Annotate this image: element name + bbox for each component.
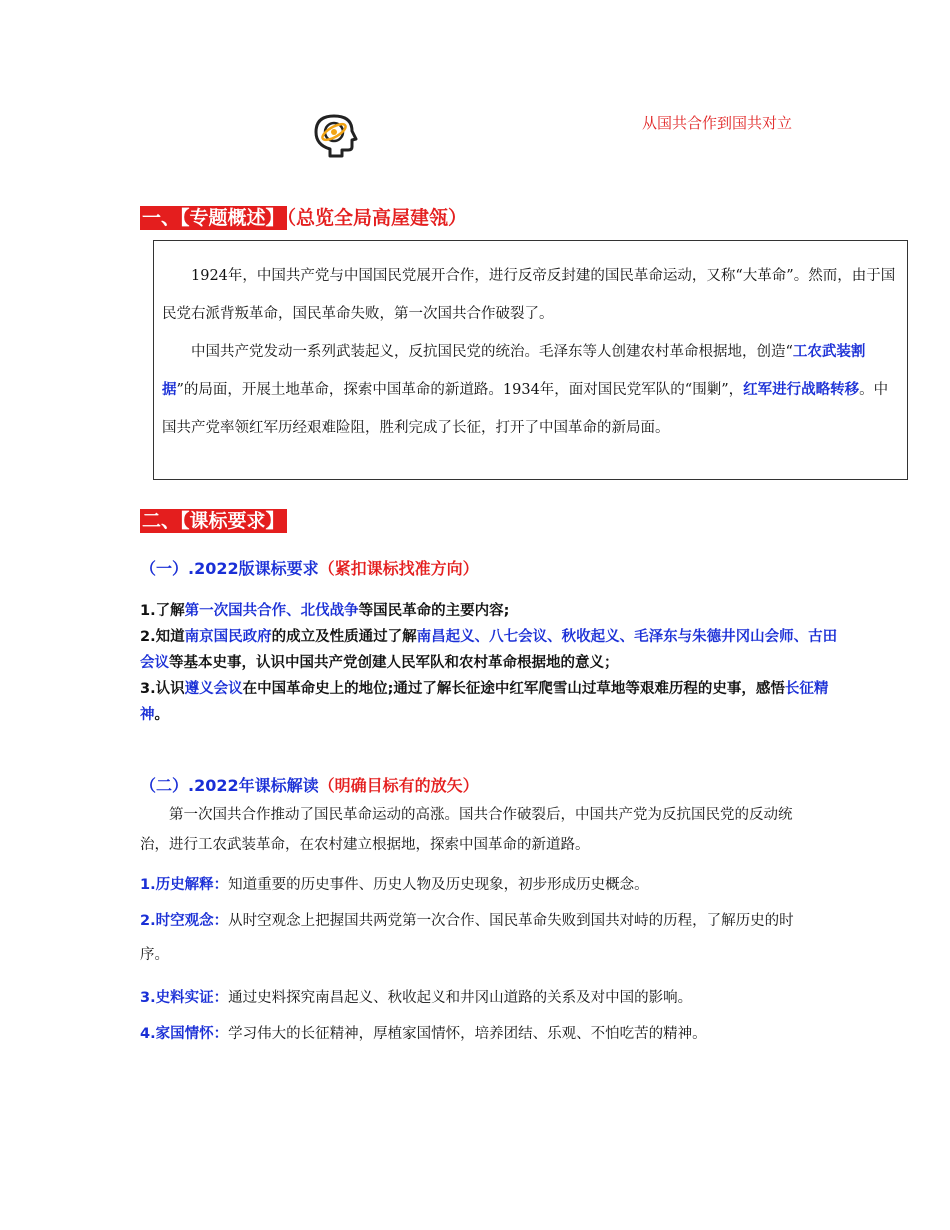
requirement-2: [140, 624, 840, 676]
req-keyword: 第一次国共合作、北伐战争: [184, 603, 359, 619]
req-text: 2.知道: [140, 629, 185, 645]
requirement-1: [140, 598, 840, 624]
keyword-workers-peasants-armed: 工农武装割据: [162, 343, 866, 398]
req-keyword: 遵义会议: [184, 681, 243, 697]
literacy-text: 通过史料探究南昌起义、秋收起义和井冈山道路的关系及对中国的影响。: [228, 990, 693, 1006]
literacy-term: 2.时空观念：: [140, 913, 229, 929]
req-keyword: 长征精神: [140, 681, 829, 723]
head-gear-icon: [308, 110, 362, 164]
requirement-3: [140, 676, 840, 728]
overview-text: 。中国共产党率领红军历经艰难险阻，胜利完成了长征，打开了中国革命的新局面。: [162, 382, 889, 436]
subheading-curriculum-interpretation: [140, 773, 479, 796]
page-header-title: 从国共合作到国共对立: [642, 114, 793, 132]
req-text: 等国民革命的主要内容;: [358, 603, 510, 619]
section1-heading-highlight: 一、【专题概述】: [142, 207, 285, 229]
overview-paragraph-2: [162, 333, 897, 447]
section1-heading-tail: （总览全局高屋建瓴）: [286, 207, 468, 229]
req-keyword: 南京国民政府: [184, 629, 272, 645]
requirements-list: [140, 598, 840, 728]
overview-paragraph-1: 1924年，中国共产党与中国国民党展开合作，进行反帝反封建的国民革命运动，又称“大革命”。然而，由于国民党右派背叛革命，国民革命失败，第一次国共合作破裂了。: [162, 268, 896, 322]
section1-heading: [140, 205, 467, 231]
literacy-term: 1.历史解释：: [140, 877, 229, 893]
overview-text: ”的局面，开展土地革命，探索中国革命的新道路。1934年，面对国民党军队的“围剿”，: [176, 382, 744, 398]
literacy-term: 3.史料实证：: [140, 990, 229, 1006]
subheading-curriculum-requirements: [140, 556, 479, 579]
req-keyword: 南昌起义、八七会议、秋收起义、毛泽东与朱德井冈山会师、古田会议: [140, 629, 838, 671]
literacy-text: 从时空观念上把握国共两党第一次合作、国民革命失败到国共对峙的历程，了解历史的时序。: [140, 913, 794, 963]
keyword-strategic-transfer: 红军进行战略转移: [743, 381, 860, 398]
req-text: 的成立及性质通过了解: [271, 629, 417, 645]
req-text: 1.了解: [140, 603, 185, 619]
interpretation-paragraph: 第一次国共合作推动了国民革命运动的高涨。国共合作破裂后，中国共产党为反抗国民党的反动统治，进行工农武装革命，在农村建立根据地，探索中国革命的新道路。: [140, 807, 793, 853]
literacy-text: 学习伟大的长征精神，厚植家国情怀，培养团结、乐观、不怕吃苦的精神。: [228, 1026, 707, 1042]
literacy-item: [140, 868, 840, 902]
section2-heading-highlight: 二、【课标要求】: [142, 510, 285, 532]
literacy-text: 知道重要的历史事件、历史人物及历史现象，初步形成历史概念。: [228, 877, 649, 893]
literacy-item: [140, 1017, 840, 1051]
req-text: 在中国革命史上的地位;通过了解长征途中红军爬雪山过草地等艰难历程的史事，感悟: [242, 681, 785, 697]
literacy-term: 4.家国情怀：: [140, 1026, 229, 1042]
req-text: 3.认识: [140, 681, 185, 697]
literacy-item: [140, 904, 810, 972]
req-text: 。: [154, 707, 169, 723]
overview-text: 中国共产党发动一系列武装起义，反抗国民党的统治。毛泽东等人创建农村革命根据地，创造“: [191, 344, 793, 360]
section2-heading: [140, 508, 287, 534]
overview-box: [153, 240, 908, 480]
subheading-blue: （一）.2022版课标要求: [140, 559, 319, 578]
req-text: 等基本史事，认识中国共产党创建人民军队和农村革命根据地的意义；: [169, 655, 619, 671]
subheading-blue: （二）.2022年课标解读: [140, 776, 319, 795]
subheading-red: （紧扣课标找准方向）: [318, 559, 479, 578]
literacy-item: [140, 981, 840, 1015]
subheading-red: （明确目标有的放矢）: [318, 776, 479, 795]
